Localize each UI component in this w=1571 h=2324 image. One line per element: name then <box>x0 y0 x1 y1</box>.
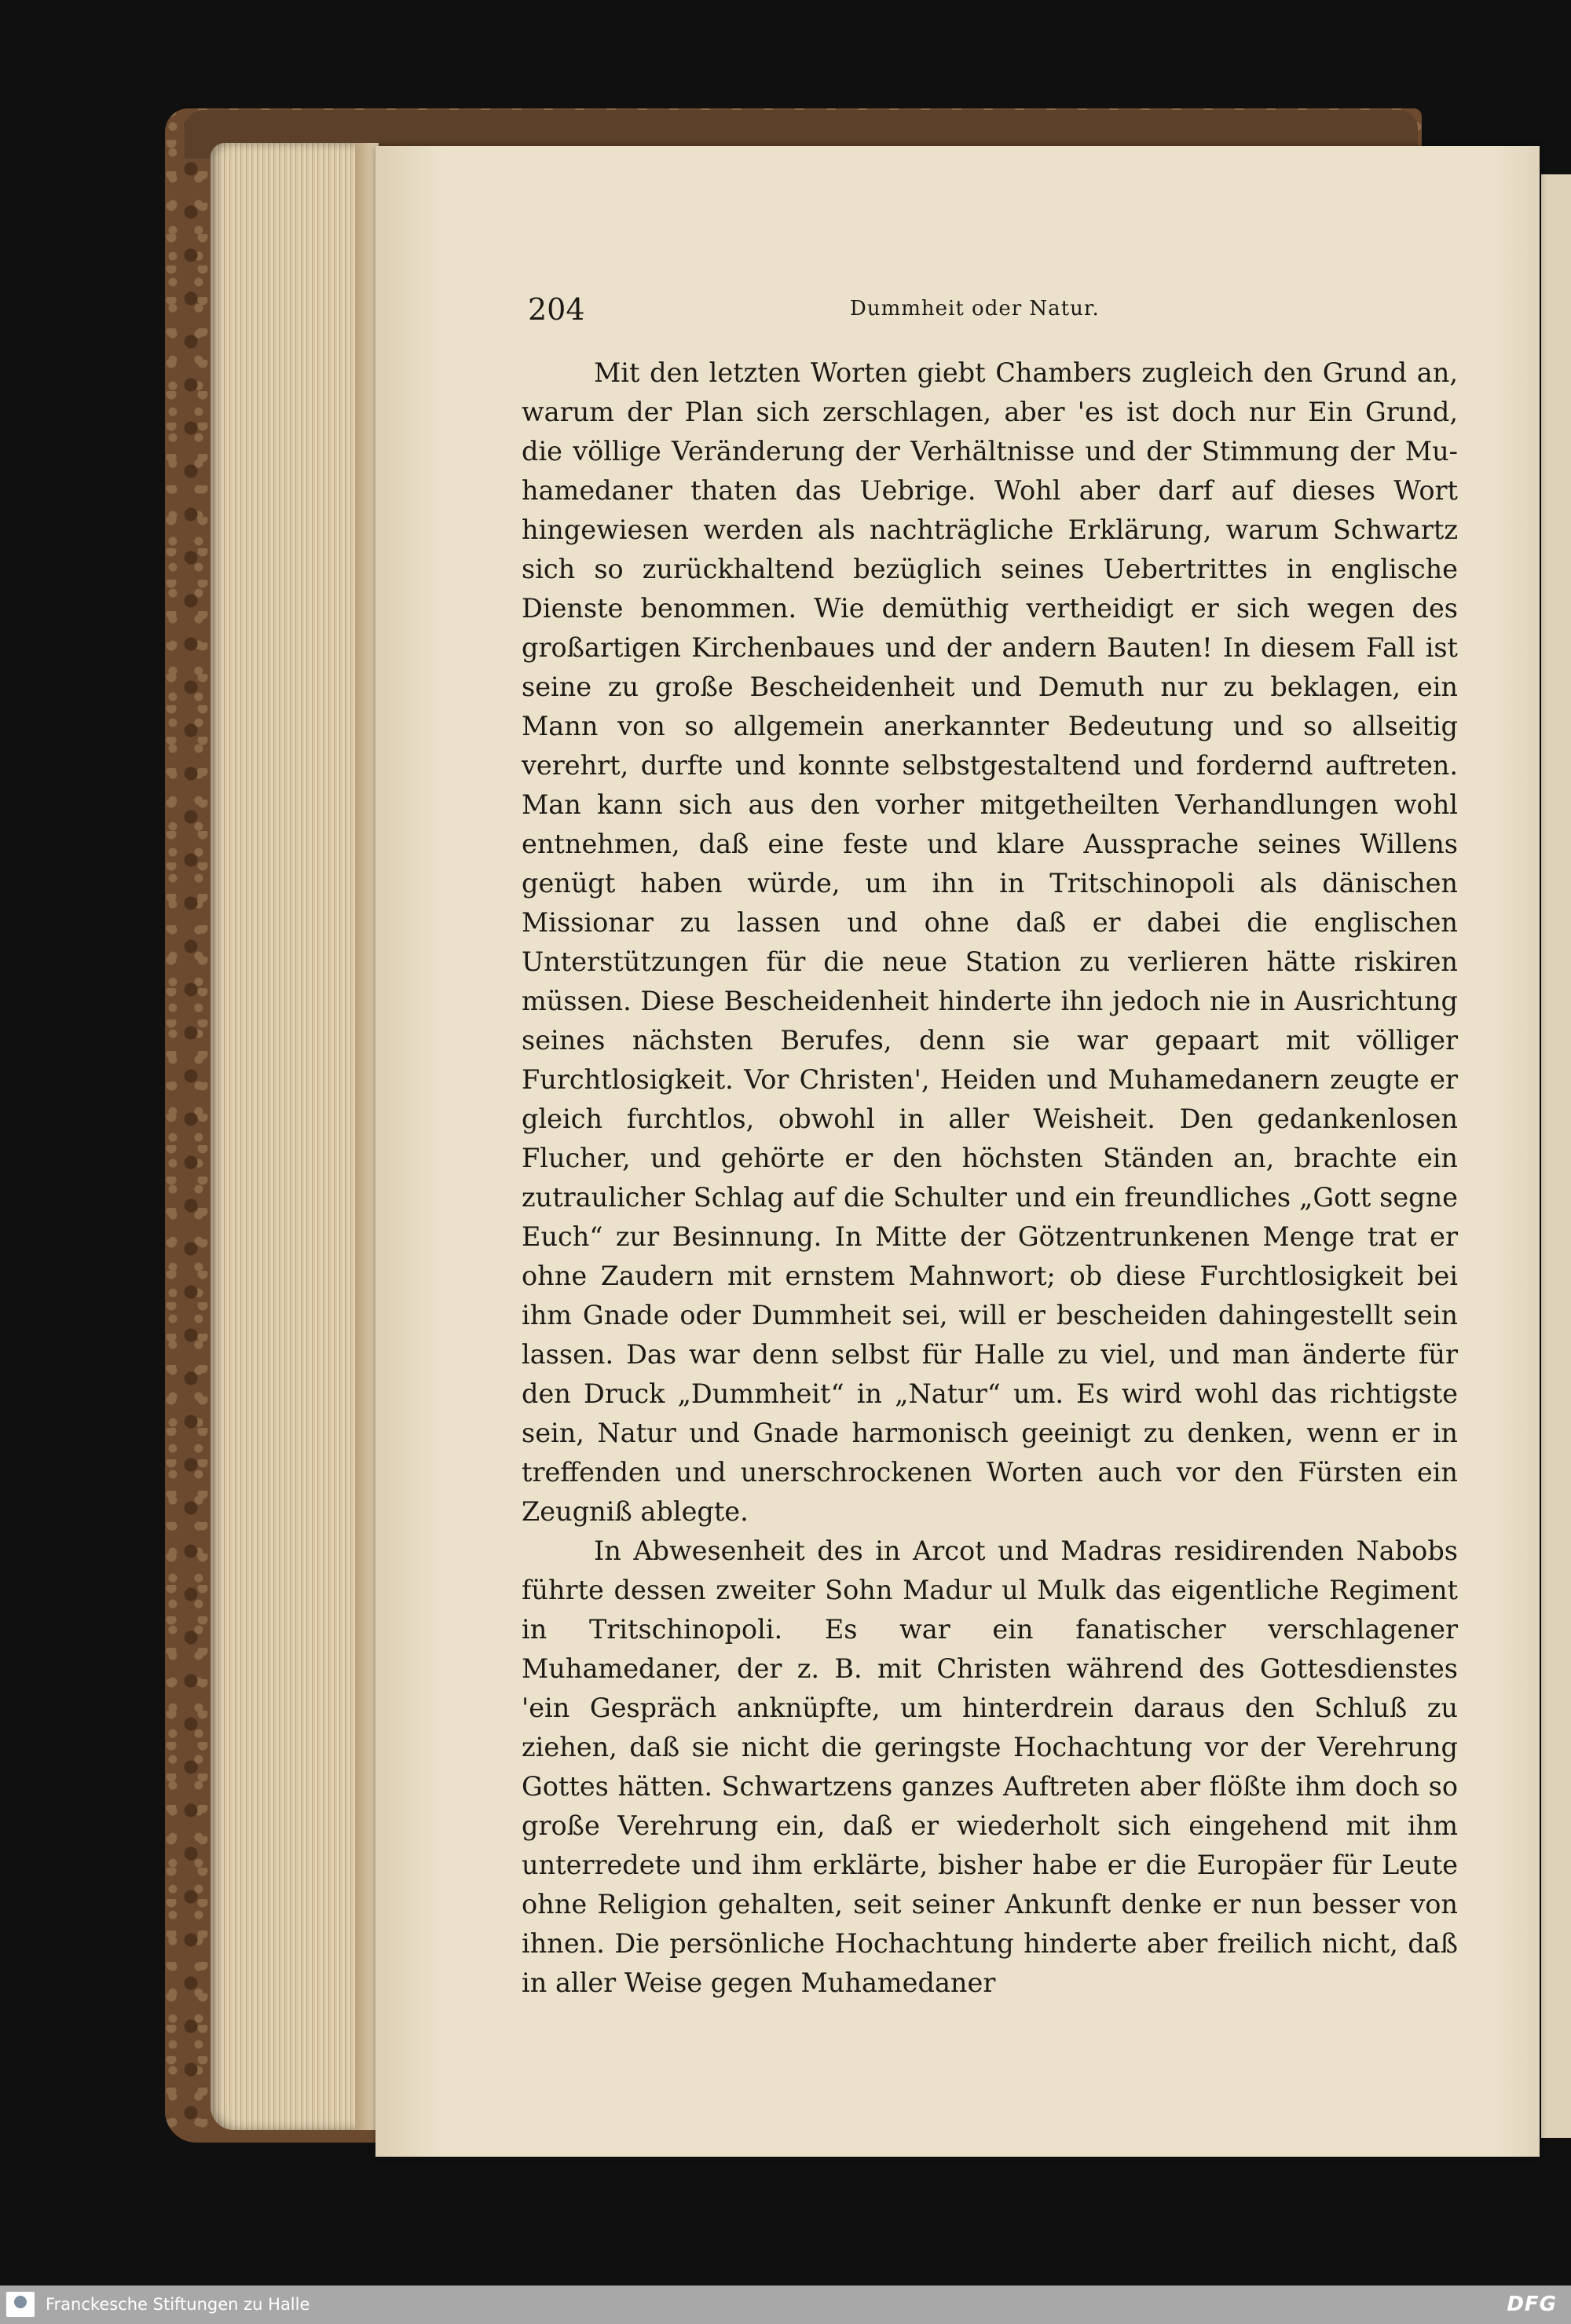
dfg-logo-mark: DFG <box>1507 2293 1557 2316</box>
running-head: Dummheit oder Natur. <box>850 297 1100 320</box>
paragraph: In Abwesenheit des in Arcot und Madras residirenden Nabobs führte dessen zweiter Sohn Madur ul Mulk das eigentliche Regiment in Tritschinopoli. Es war ein fanatischer verschlagener Muhamedaner, der z. B. mit Christen während des Gottesdienstes 'ein Gespräch anknüpfte, um hinterdrein daraus den Schluß zu ziehen, daß sie nicht die geringste Hochachtung vor der Verehrung Gottes hätten. Schwartzens ganzes Auftreten aber flößte ihm doch so große Verehrung ein, daß er wiederholt sich eingehend mit ihm unterredete und ihm erklärte, bisher habe er die Europäer für Leute ohne Religion gehalten, seit seiner Ankunft denke er nun besser von ihnen. Die persönliche Hochachtung hinderte aber freilich nicht, daß in aller Weise gegen Muhamedaner <box>522 1535 1458 1998</box>
page-number: 204 <box>528 292 585 327</box>
page-body-text <box>522 353 1458 2003</box>
page-block-edge <box>211 143 368 2130</box>
paragraph: Mit den letzten Worten giebt Chambers zugleich den Grund an, warum der Plan sich zerschlagen, aber 'es ist doch nur Ein Grund, die völlige Veränderung der Verhältnisse und der Stimmung der Muhamedaner thaten das Uebrige. Wohl aber darf auf dieses Wort hingewiesen werden als nachträgliche Erklärung, warum Schwartz sich so zurückhaltend bezüglich seines Uebertrittes in englische Dienste benommen. Wie demüthig vertheidigt er sich wegen des großartigen Kirchenbaues und der andern Bauten! In diesem Fall ist seine zu große Bescheidenheit und Demuth nur zu beklagen, ein Mann von so allgemein anerkannter Bedeutung und so allseitig verehrt, durfte und konnte selbstgestaltend und fordernd auftreten. Man kann sich aus den vorher mitgetheilten Verhandlungen wohl entnehmen, daß eine feste und klare Aussprache seines Willens genügt haben würde, um ihn in Tritschinopoli als dänischen Missionar zu lassen und ohne daß er dabei die englischen Unterstützungen für die neue Station zu verlieren hätte riskiren müssen. Diese Bescheidenheit hinderte ihn jedoch nie in Ausrichtung seines nächsten Berufes, denn sie war gepaart mit völliger Furchtlosigkeit. Vor Christen', Heiden und Muhamedanern zeugte er gleich furchtlos, obwohl in aller Weisheit. Den gedankenlosen Flucher, und gehörte er den höchsten Ständen an, brachte ein zutraulicher Schlag auf die Schulter und ein freundliches „Gott segne Euch“ zur Besinnung. In Mitte der Götzentrunkenen Menge trat er ohne Zaudern mit ernstem Mahnwort; ob diese Furchtlosigkeit bei ihm Gnade oder Dummheit sei, will er bescheiden dahingestellt sein lassen. Das war denn selbst für Halle zu viel, und man änderte für den Druck „Dummheit“ in „Natur“ um. Es wird wohl das richtigste sein, Natur und Gnade harmonisch geeinigt zu denken, wenn er in treffenden und unerschrockenen Worten auch vor den Fürsten ein Zeugniß ablegte. <box>522 357 1458 1527</box>
institution-name: Franckesche Stiftungen zu Halle <box>46 2295 310 2314</box>
institution-logo-icon <box>6 2292 35 2317</box>
viewer-footer-bar <box>0 2286 1571 2324</box>
facing-page-edge <box>1541 174 1571 2138</box>
page-header <box>528 292 1455 331</box>
